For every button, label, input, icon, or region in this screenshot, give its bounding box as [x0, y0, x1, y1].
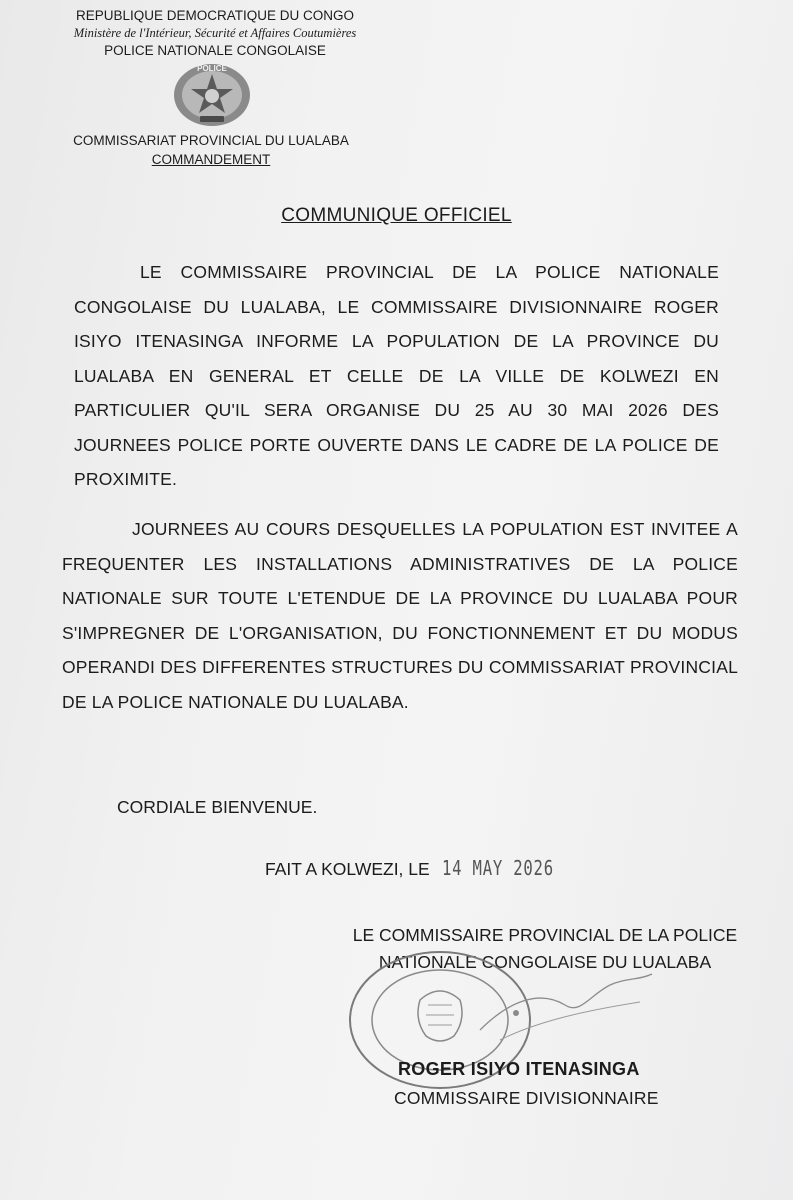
paragraph-announcement: LE COMMISSAIRE PROVINCIAL DE LA POLICE NATIONALE CONGOLAISE DU LUALABA, LE COMMISSAIRE DIVISIONNAIRE ROGER ISIYO ITENASINGA INFORME LA POPULATION DE LA PROVINCE DU LUALABA EN GENERAL ET CELLE DE LA VILLE DE KOLWEZI EN PARTICULIER QU'IL SERA ORGANISE DU 25 AU 30 MAI 2026 DES JOURNEES POLICE PORTE OUVERTE DANS LE CADRE DE LA POLICE DE PROXIMITE.	[74, 262, 719, 489]
signatory-title: COMMISSAIRE DIVISIONNAIRE	[394, 1088, 659, 1108]
paragraph-invitation: JOURNEES AU COURS DESQUELLES LA POPULATION EST INVITEE A FREQUENTER LES INSTALLATIONS ADMINISTRATIVES DE LA POLICE NATIONALE SUR TOUTE L'ETENDUE DE LA PROVINCE DU LUALABA POUR S'IMPREGNER DE L'ORGANISATION, DU FONCTIONNEMENT ET DU MODUS OPERANDI DES DIFFERENTES STRUCTURES DU COMMISSARIAT PROVINCIAL DE LA POLICE NATIONALE DU LUALABA.	[62, 519, 738, 712]
signatory-line-1: LE COMMISSAIRE PROVINCIAL DE LA POLICE	[352, 925, 738, 945]
date-stamp: 14 MAY 2026	[441, 856, 554, 880]
greeting: CORDIALE BIENVENUE.	[117, 797, 318, 817]
letterhead	[30, 6, 400, 60]
ministry-name: Ministère de l'Intérieur, Sécurité et Affaires Coutumières	[73, 26, 357, 40]
signatory-name: ROGER ISIYO ITENASINGA	[398, 1059, 640, 1079]
place-label: FAIT A KOLWEZI, LE	[265, 859, 430, 879]
command-label: COMMANDEMENT	[151, 152, 271, 167]
place-date-line	[265, 856, 585, 880]
handwritten-signature	[470, 960, 660, 1060]
country-name: REPUBLIQUE DEMOCRATIQUE DU CONGO	[75, 8, 355, 23]
police-badge-logo	[172, 62, 252, 128]
commissariat-name: COMMISSARIAT PROVINCIAL DU LUALABA	[73, 133, 349, 148]
department-block	[30, 131, 392, 169]
svg-text:POLICE: POLICE	[197, 64, 227, 73]
signatory-line-2: NATIONALE CONGOLAISE DU LUALABA	[378, 952, 712, 972]
document-title: COMMUNIQUE OFFICIEL	[281, 205, 512, 226]
police-name: POLICE NATIONALE CONGOLAISE	[104, 43, 326, 58]
